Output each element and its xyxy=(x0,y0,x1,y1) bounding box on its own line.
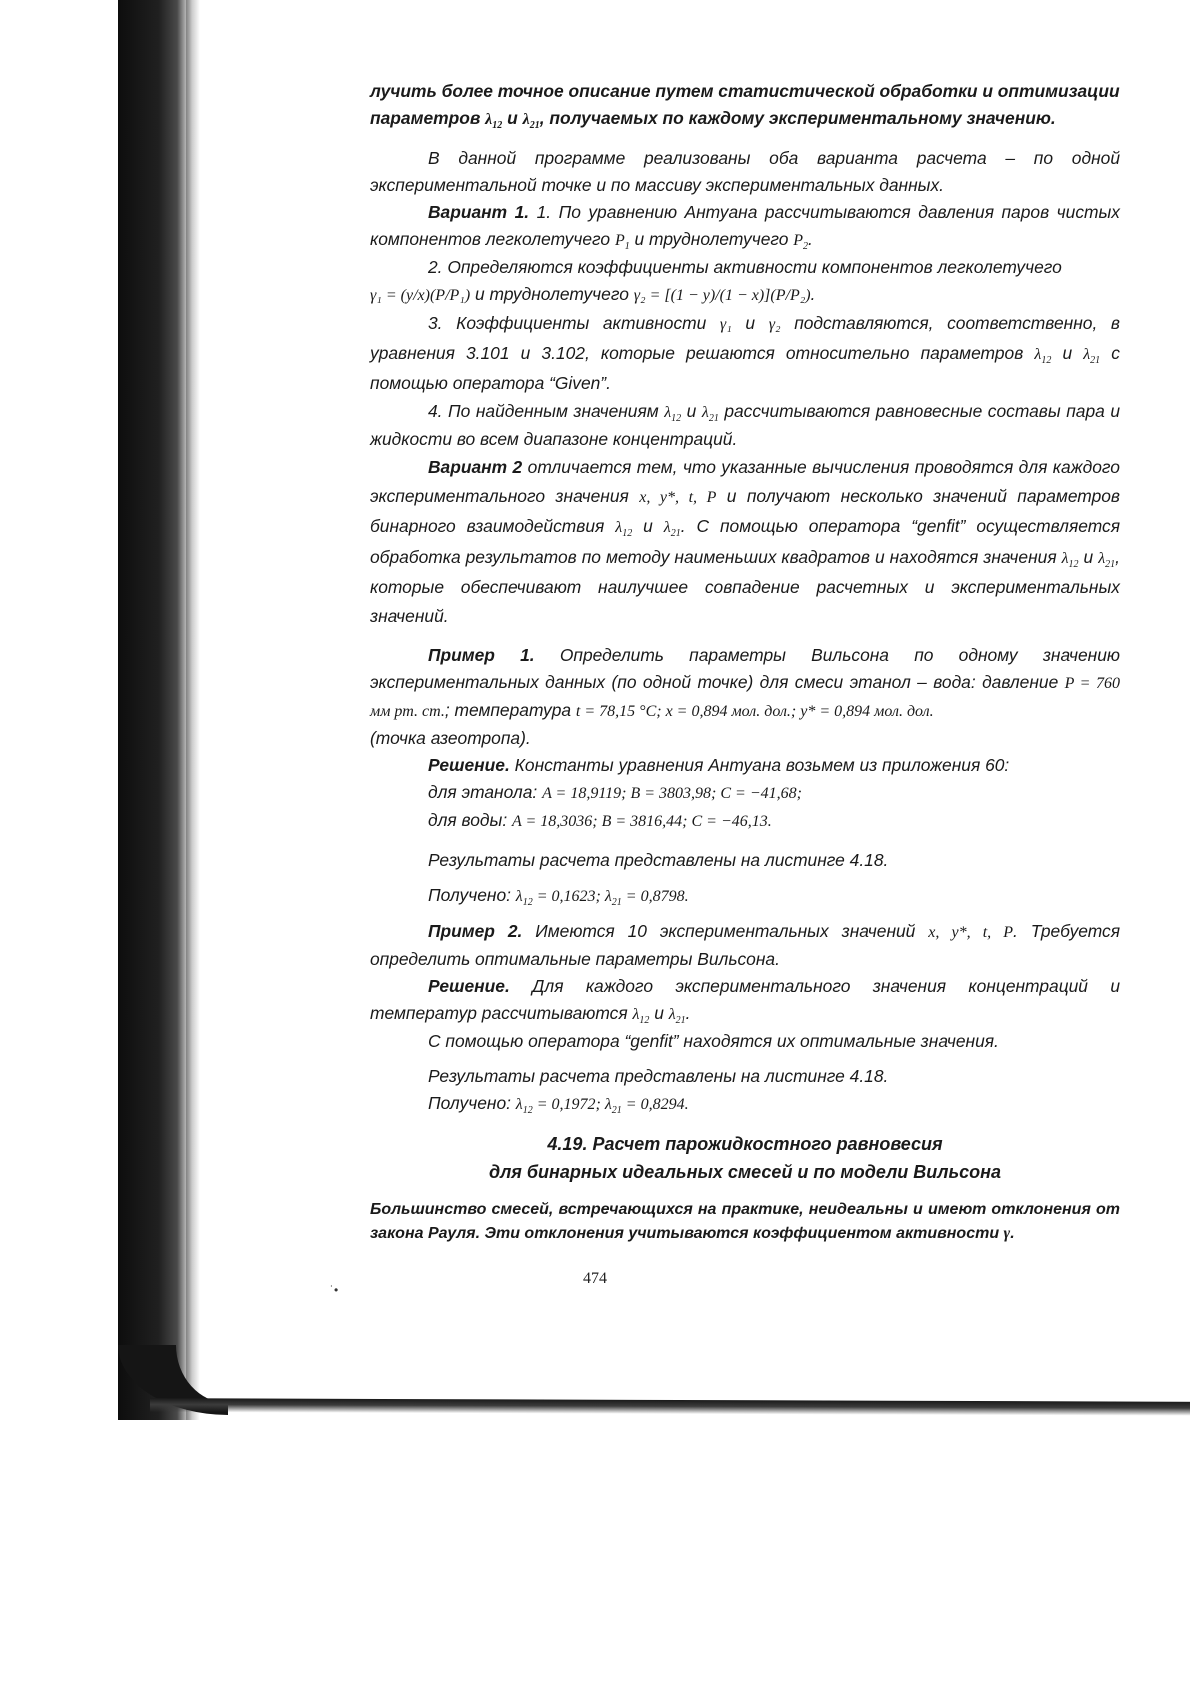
antoine-ethanol: для этанола: A = 18,9119; B = 3803,98; C = −41,68; xyxy=(428,782,802,802)
result-2-listing: Результаты расчета представлены на листинге 4.18. xyxy=(428,1066,889,1086)
result-1-listing: Результаты расчета представлены на листинге 4.18. xyxy=(428,850,889,870)
solution-2-genfit: С помощью оператора “genfit” находятся их оптимальные значения. xyxy=(428,1031,999,1051)
section-heading-line-2: для бинарных идеальных смесей и по модели Вильсона xyxy=(488,1162,1002,1182)
step-4: 4. По найденным значениям $\lambda_{12}$ и $\lambda_{21}$ рассчитываются равновесные составы пара и жидкости во всем диапазоне концентраций. xyxy=(370,401,1120,449)
paragraph-intro: В данной программе реализованы оба варианта расчета – по одной экспериментальной точке и по массиву экспериментальных данных. xyxy=(370,148,1120,195)
section-intro: Большинство смесей, встречающихся на практике, неидеальны и имеют отклонения от закона Рауля. Эти отклонения учитываются коэффициентом активности γ. xyxy=(370,1201,1120,1242)
page-bottom-edge xyxy=(150,1398,1190,1416)
section-heading-line-1: 4.19. Расчет парожидкостного равновесия xyxy=(547,1134,943,1154)
example-1: Пример 1. Определить параметры Вильсона по одному значению экспериментальных данных (по одной точке) для смеси этанол – вода: давление P = 760 мм рт. ст.; температура t = 78,15 °C; x = 0,894 мол. дол.; y* = 0,894 мол. дол. xyxy=(370,645,1121,720)
step-3: 3. Коэффициенты активности γ₁ и γ₂ подставляются, соответственно, в уравнения 3.101 и 3.102, которые решаются относительно параметров $\lambda_{12}$ и $\lambda_{21}$ с помощью оператора “Given”. xyxy=(370,313,1120,393)
result-2-values: Получено: $\lambda_{12} = 0,1972$; $\lambda_{21} = 0,8294$. xyxy=(428,1093,689,1117)
solution-2: Решение. Для каждого экспериментального значения концентраций и температур рассчитываются $\lambda_{12}$ и $\lambda_{21}$. xyxy=(370,976,1120,1027)
page-text xyxy=(370,78,1120,1246)
top-line-2: параметров $\lambda_{12}$ и $\lambda_{21}$, получаемых по каждому экспериментальному значению. xyxy=(370,108,1056,132)
spine-edge-shadow xyxy=(186,0,200,1420)
scan-speck: ˙• xyxy=(330,1283,339,1297)
result-1-values: Получено: $\lambda_{12} = 0,1623$; $\lambda_{21} = 0,8798$. xyxy=(428,885,689,909)
page-number: 474 xyxy=(583,1270,607,1287)
example-1-end: (точка азеотропа). xyxy=(370,728,531,748)
book-spine-shadow xyxy=(118,0,192,1420)
top-line-1: лучить более точное описание путем статистической обработки и оптимизации xyxy=(370,81,1120,101)
example-2: Пример 2. Имеются 10 экспериментальных значений x, y*, t, P. Требуется определить оптимальные параметры Вильсона. xyxy=(370,921,1121,969)
solution-1: Решение. Константы уравнения Антуана возьмем из приложения 60: xyxy=(428,755,1010,775)
variant-1: Вариант 1. 1. По уравнению Антуана рассчитываются давления паров чистых компонентов легколетучего $P_1$ и труднолетучего $P_2$. xyxy=(370,202,1120,253)
antoine-water: для воды: A = 18,3036; B = 3816,44; C = −46,13. xyxy=(428,810,772,830)
variant-2: Вариант 2 отличается тем, что указанные вычисления проводятся для каждого экспериментального значения x, y*, t, P и получают несколько значений параметров бинарного взаимодействия $\lambda_{12}$ и $\lambda_{21}$. С помощью оператора “genfit” осуществляется обработка результатов по методу наименьших квадратов и находятся значения $\lambda_{12}$ и $\lambda_{21}$, которые обеспечивают наилучшее совпадение расчетных и экспериментальных значений. xyxy=(370,457,1121,626)
step-2: 2. Определяются коэффициенты активности компонентов легколетучего γ₁ = (y/x)(P/P₁) и труднолетучего γ₂ = [(1 − y)/(1 − x)](P/P₂). xyxy=(370,257,1062,304)
